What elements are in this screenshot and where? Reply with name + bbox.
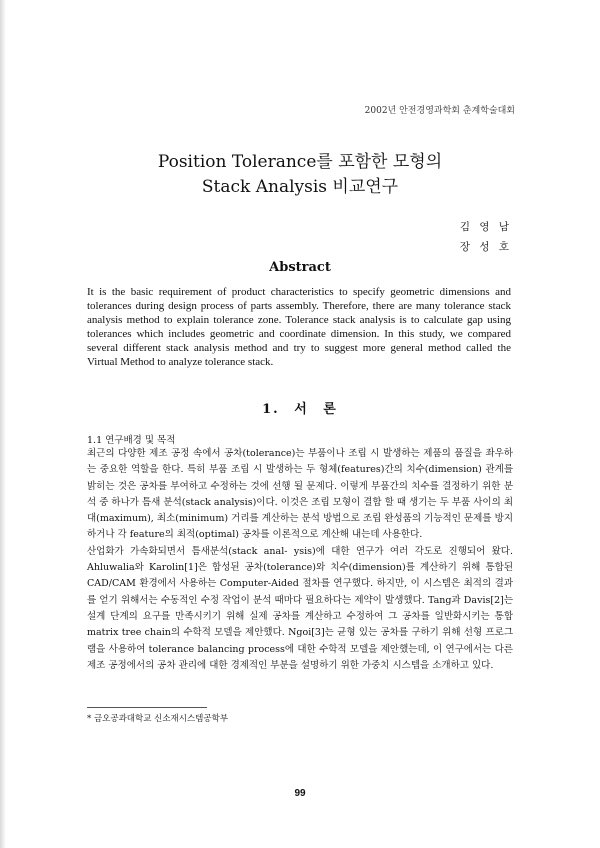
body-text	[87, 446, 513, 674]
paper-title	[0, 150, 600, 200]
author-name: 김 영 남	[459, 221, 512, 233]
title-line-2: Stack Analysis 비교연구	[201, 177, 399, 197]
abstract-body: It is the basic requirement of product characteristics to specify geometric dimensions and tolerances during design process of parts assembly. Therefore, there are many tolerance stack analysis method to explain tolerance zone. Tolerance stack analysis is to calculate gap using tolerances which includes geometric and coordinate dimension. In this study, we compared several different stack analysis method and try to suggest more general method called the Virtual Method to analyze tolerance stack.	[87, 286, 511, 368]
affiliation-footnote: * 금오공과대학교 신소재시스템공학부	[87, 714, 229, 724]
abstract-heading: Abstract	[269, 260, 331, 275]
body-paragraph: 최근의 다양한 제조 공정 속에서 공차(tolerance)는 부품이나 조립 시 발생하는 제품의 품질을 좌우하는 중요한 역할을 한다. 특히 부품 조립 시 발생하는 두 형체(features)간의 치수(dimension) 관계를 밝히는 것은 공차를 부여하고 수정하는 것에 선행 될 문제다. 이렇게 부품간의 치수를 결정하기 위한 분석 중 하나가 틈새 분석(stack analysis)이다. 이것은 조립 모형이 결합 할 때 생기는 두 부품 사이의 최대(maximum), 최소(minimum) 거리를 계산하는 분석 방법으로 조립 완성품의 기능적인 문제를 방지하거나 각 feature의 최적(optimal) 공차를 이론적으로 계산해 내는데 사용한다.	[87, 448, 513, 541]
scan-edge-shadow	[0, 0, 6, 848]
footnote-divider	[87, 707, 207, 708]
body-paragraph: 산업화가 가속화되면서 틈새분석(stack anal- ysis)에 대한 연구가 여러 각도로 진행되어 왔다. Ahluwalia와 Karolin[1]은 합성된 공차(tolerance)와 치수(dimension)를 계산하기 위해 통합된 CAD/CAM 환경에서 사용하는 Computer-Aided 절차를 연구했다. 하지만, 이 시스템은 최적의 결과를 얻기 위해서는 수동적인 수정 작업이 분석 때마다 필요하다는 제약이 발생했다. Tang과 Davis[2]는 설계 단계의 요구를 만족시키기 위해 실제 공차를 계산하고 수정하여 그 공차를 일반화시키는 통합 matrix tree chain의 수학적 모델을 제안했다. Ngoi[3]는 균형 있는 공차를 구하기 위해 선형 프로그램을 사용하여 tolerance balancing process에 대한 수학적 모델을 제안했는데, 이 연구에서는 다른 제조 공정에서의 공차 관리에 대한 경제적인 부분을 설명하기 위한 가중치 시스템을 소개하고 있다.	[87, 545, 513, 671]
author-list	[460, 217, 512, 257]
section-heading: 1. 서 론	[262, 402, 338, 417]
title-line-1: Position Tolerance를 포함한 모형의	[157, 152, 443, 172]
subsection-heading: 1.1 연구배경 및 목적	[87, 435, 176, 446]
page-number: 99	[294, 788, 306, 799]
author-name: 장 성 호	[459, 241, 512, 253]
conference-header: 2002년 안전경영과학회 춘계학술대회	[364, 106, 515, 116]
